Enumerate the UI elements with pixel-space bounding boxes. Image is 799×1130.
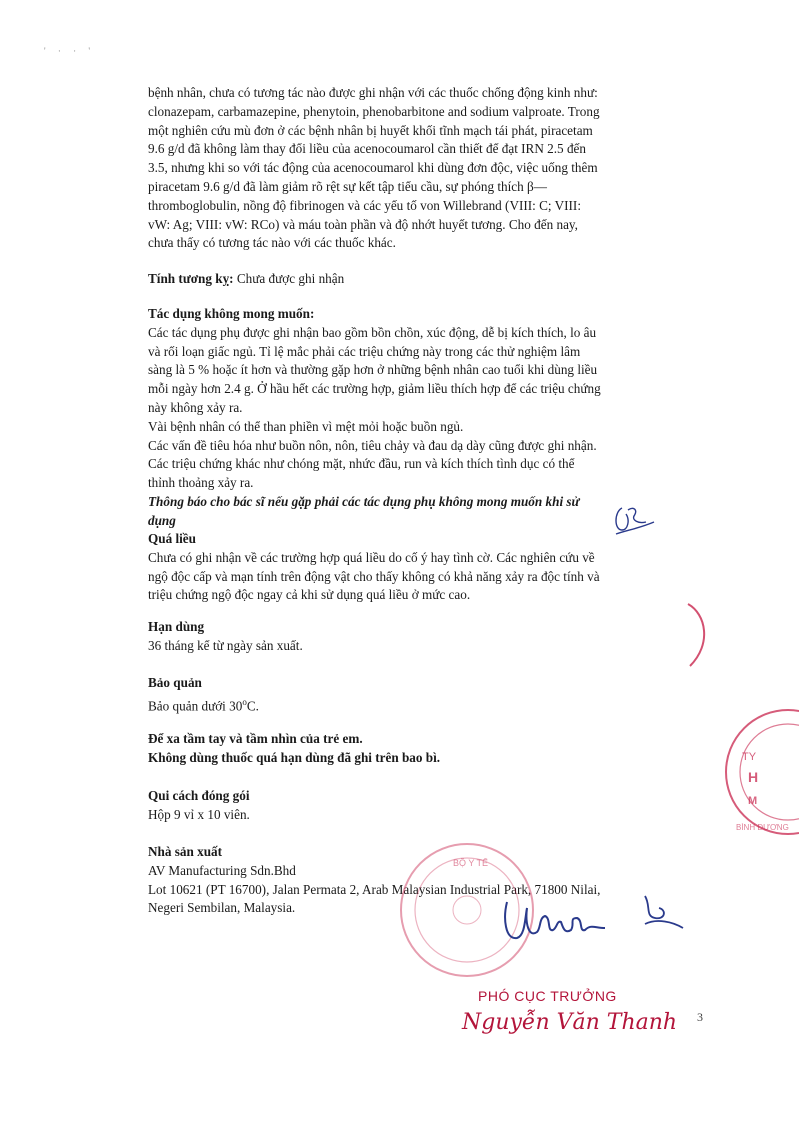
doctor-notice-line: Thông báo cho bác sĩ nếu gặp phải các tác dụng phụ không mong muốn khi sử	[148, 493, 580, 509]
page-number: 3	[697, 1010, 703, 1024]
svg-text:M: M	[748, 795, 758, 807]
storage-section	[148, 674, 658, 716]
svg-text:H: H	[748, 769, 759, 785]
scan-corner-marks: ' · · '	[44, 46, 95, 56]
shelf-life-value: 36 tháng kể từ ngày sản xuất.	[148, 637, 303, 653]
warning-line: Không dùng thuốc quá hạn dùng đã ghi trên bao bì.	[148, 749, 441, 765]
text-line: vW: Ag; VIII: vW: RCo) và máu toàn phần và độ nhớt huyết tương. Cho đến nay,	[148, 216, 578, 232]
storage-value: Bảo quản dưới 30$^o$C.	[148, 696, 259, 714]
text-line: sàng là 5 % hoặc ít hơn và thường gặp hơn ở những bệnh nhân cao tuổi khi dùng liều	[148, 362, 598, 378]
signatory-title: PHÓ CỤC TRƯỞNG	[478, 988, 617, 1004]
text-line: 3.5, nhưng khi so với tác động của acenocoumarol khi dùng đơn độc, việc uống thêm	[148, 160, 598, 176]
section-heading: Qui cách đóng gói	[148, 788, 250, 803]
text-line: Các tác dụng phụ được ghi nhận bao gồm bồn chồn, xúc động, dễ bị kích thích, lo âu	[148, 324, 597, 340]
compatibility-section	[148, 270, 658, 289]
packaging-section	[148, 787, 658, 825]
text-line: Vài bệnh nhân có thể than phiền vì mệt mỏi hoặc buồn ngủ.	[148, 418, 464, 434]
section-heading: Nhà sản xuất	[148, 844, 223, 859]
text-line: chưa thấy có tương tác nào với các thuốc khác.	[148, 235, 396, 251]
manufacturer-address: Lot 10621 (PT 16700), Jalan Permata 2, Arab Malaysian Industrial Park, 71800 Nilai,	[148, 881, 601, 897]
svg-text:BÌNH DƯƠNG: BÌNH DƯƠNG	[736, 823, 789, 832]
text-line: clonazepam, carbamazepine, phenytoin, phenobarbitone and sodium valproate. Trong	[148, 103, 600, 119]
warning-line: Để xa tầm tay và tầm nhìn của trẻ em.	[148, 731, 363, 746]
section-heading: Tác dụng không mong muốn:	[148, 306, 315, 321]
text-line: thỉnh thoảng xảy ra.	[148, 475, 254, 491]
manufacturer-address: Negeri Sembilan, Malaysia.	[148, 900, 296, 916]
section-heading: Hạn dùng	[148, 619, 205, 634]
signatory-name: Nguyễn Văn Thanh	[462, 1010, 678, 1035]
doctor-notice-line: dụng	[148, 512, 176, 528]
signature	[495, 888, 695, 953]
section-heading: Bảo quản	[148, 675, 202, 690]
svg-text:TY: TY	[742, 751, 757, 763]
text-line: piracetam 9.6 g/d đã làm giảm rõ rệt sự kết tập tiểu cầu, sự phóng thích β—	[148, 178, 547, 194]
text-line: Các vấn đề tiêu hóa như buồn nôn, nôn, tiêu chảy và đau dạ dày cũng được ghi nhận.	[148, 437, 597, 453]
compatibility-value: Chưa được ghi nhận	[236, 271, 345, 286]
compatibility-label: Tính tương kỵ:	[148, 271, 234, 286]
interaction-paragraph	[148, 84, 658, 253]
text-line: Các triệu chứng khác như chóng mặt, nhức đầu, run và kích thích tình dục có thể	[148, 456, 575, 472]
packaging-value: Hộp 9 vỉ x 10 viên.	[148, 806, 250, 822]
overdose-section	[148, 530, 658, 605]
text-line: Chưa có ghi nhận về các trường hợp quá liều do cố ý hay tình cờ. Các nghiên cứu về	[148, 549, 595, 565]
company-stamp	[718, 700, 799, 850]
stamp-arc	[680, 600, 740, 670]
text-line: 9.6 g/d đã không làm thay đổi liều của acenocoumarol cần thiết để đạt IRN 2.5 đến	[148, 141, 586, 157]
warnings-section	[148, 730, 658, 768]
section-heading: Quá liều	[148, 531, 196, 546]
text-line: ngộ độc cấp và mạn tính trên động vật cho thấy không có khả năng xảy ra độc tính và	[148, 568, 600, 584]
text-line: một nghiên cứu mù đơn ở các bệnh nhân bị huyết khối tĩnh mạch tái phát, piracetam	[148, 122, 593, 138]
shelf-life-section	[148, 618, 658, 656]
text-line: thromboglobulin, nồng độ fibrinogen và các yếu tố von Willebrand (VIII: C; VIII:	[148, 197, 581, 213]
text-line: này không xảy ra.	[148, 399, 243, 415]
handwritten-initials	[608, 500, 663, 540]
text-line: mỗi ngày hơn 2.4 g. Ở hầu hết các trường hợp, giảm liều thích hợp để các triệu chứng	[148, 381, 601, 397]
manufacturer-name: AV Manufacturing Sdn.Bhd	[148, 862, 296, 878]
svg-text:BỘ Y TẾ: BỘ Y TẾ	[453, 858, 489, 868]
side-effects-section	[148, 305, 658, 531]
text-line: triệu chứng ngộ độc ngay cả khi sử dụng quá liều ở mức cao.	[148, 587, 471, 603]
text-line: và rối loạn giấc ngủ. Tỉ lệ mắc phải các triệu chứng này trong các thử nghiệm lâm	[148, 343, 581, 359]
text-line: bệnh nhân, chưa có tương tác nào được ghi nhận với các thuốc chống động kinh như:	[148, 85, 598, 100]
